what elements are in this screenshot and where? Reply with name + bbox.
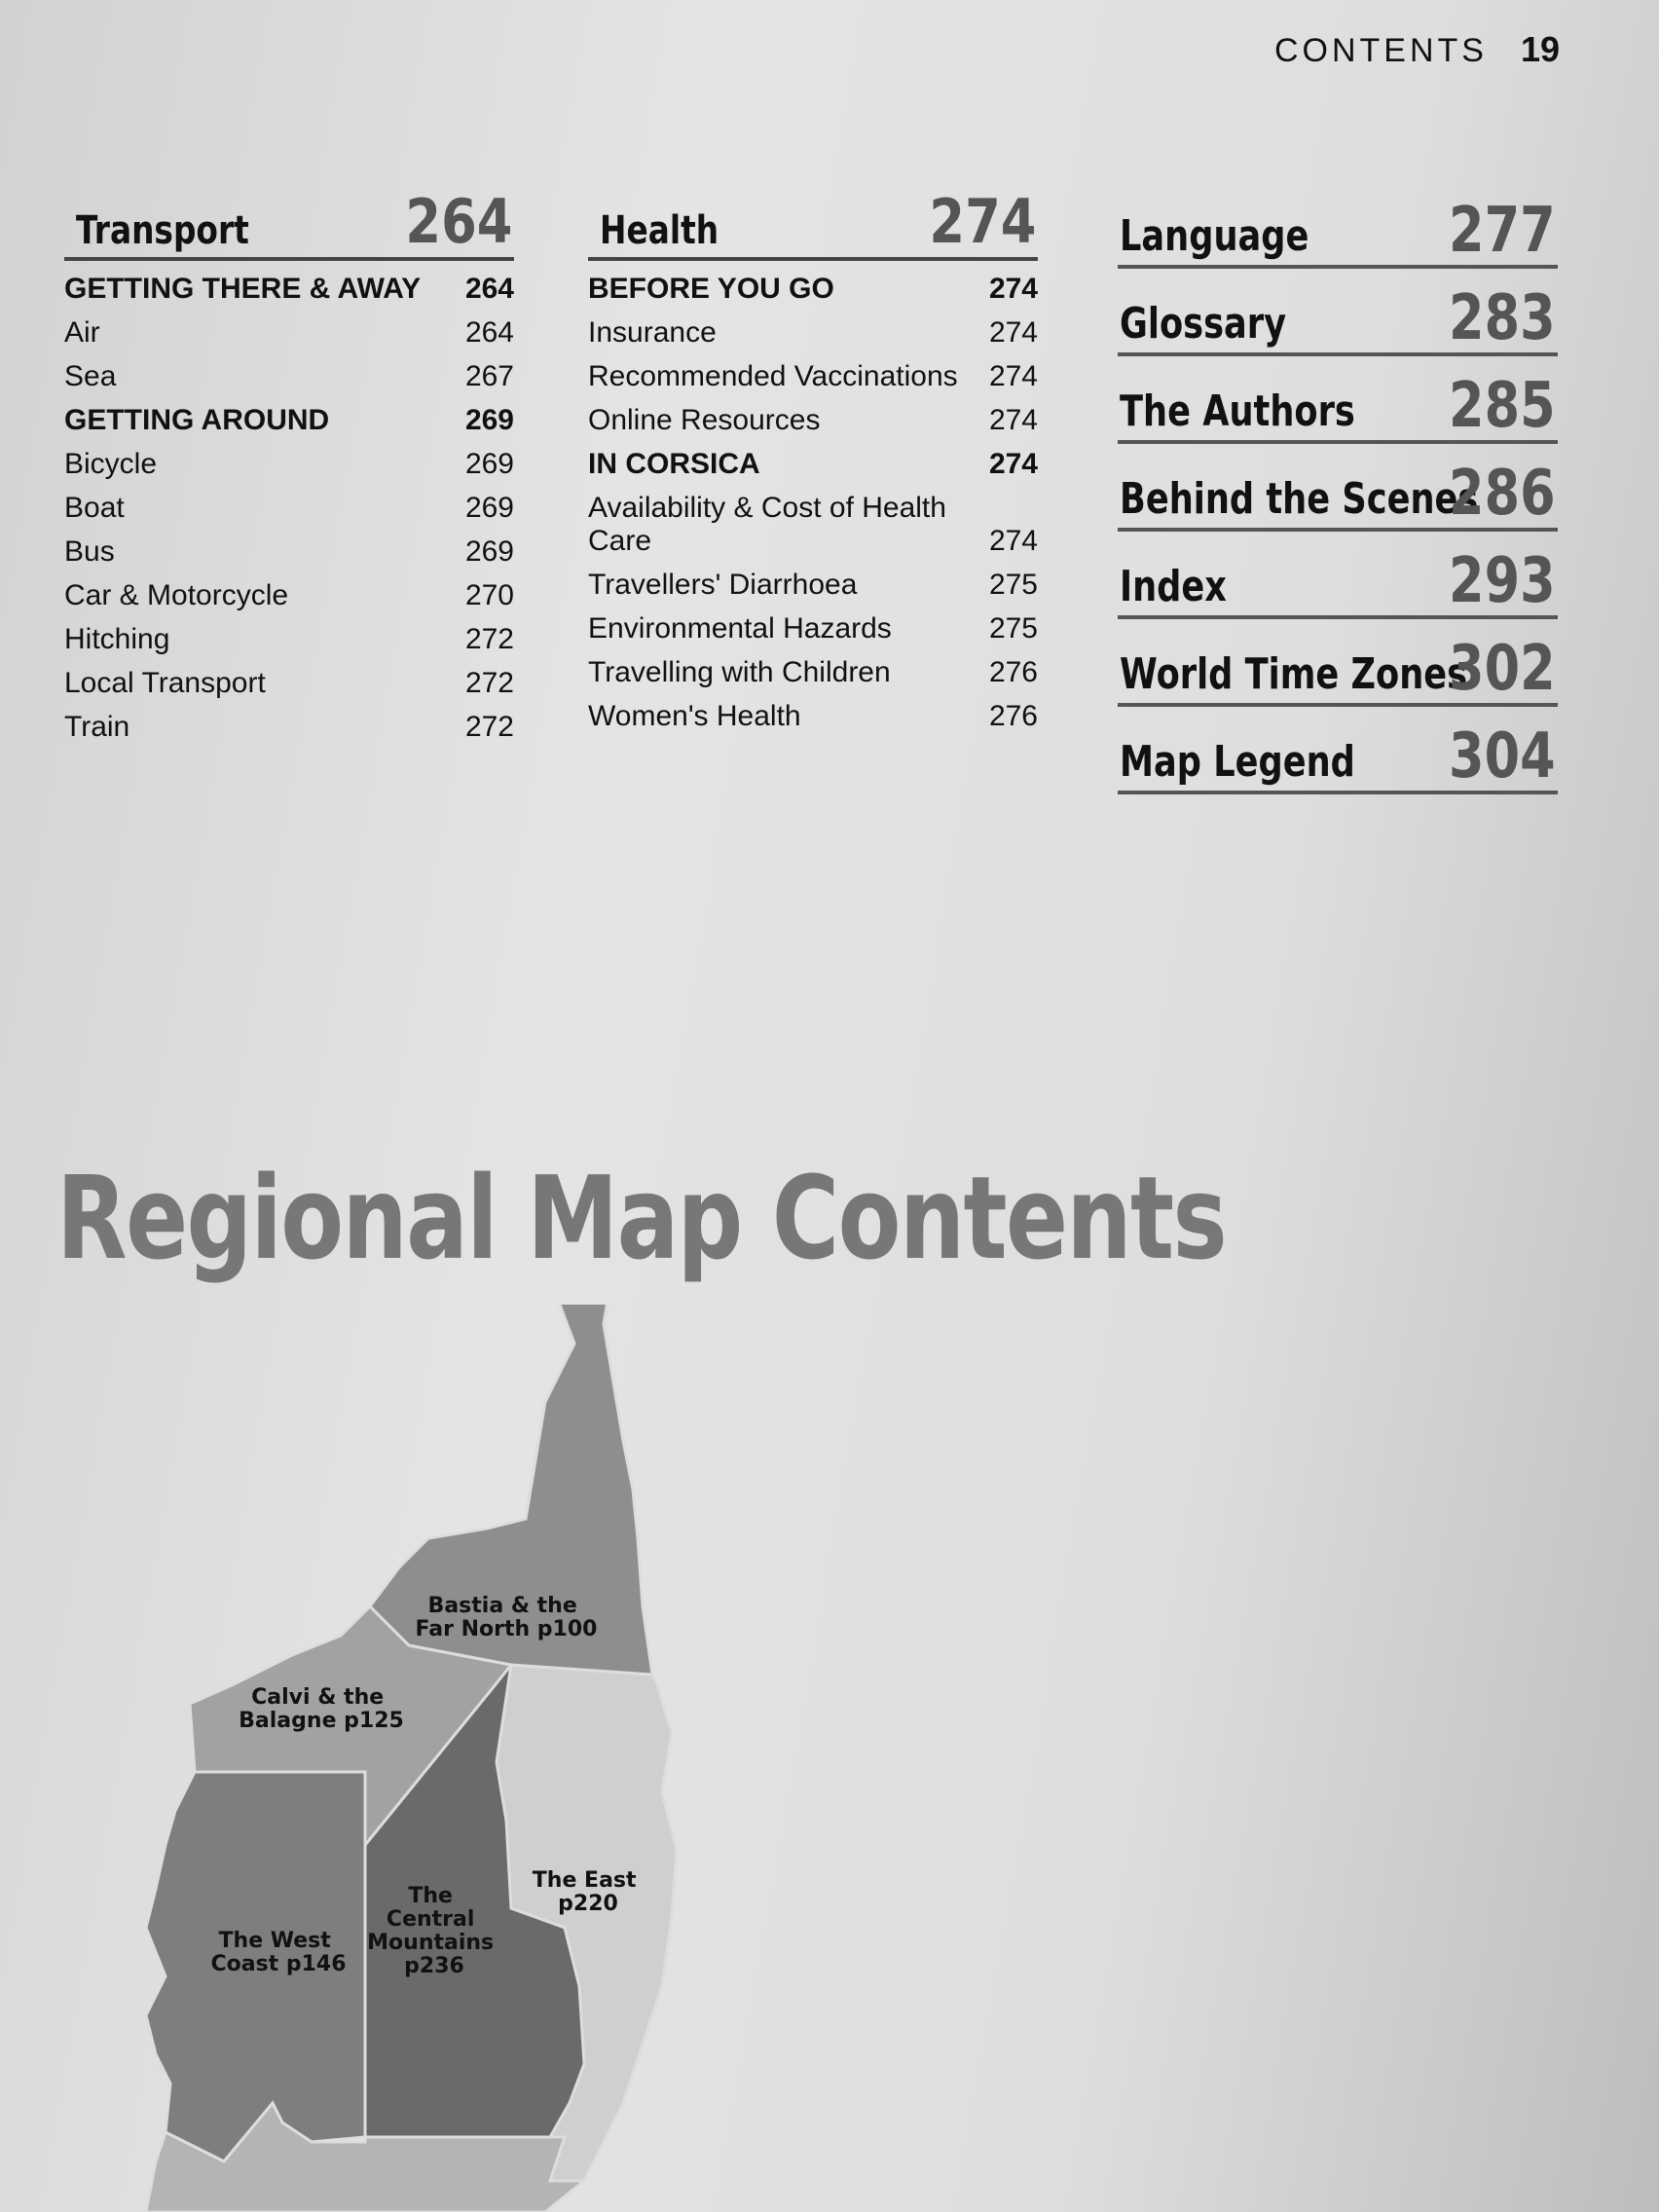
chapter-page: 286 [1449, 458, 1556, 530]
chapter-entry-language[interactable] [1118, 193, 1558, 269]
transport-column [64, 186, 514, 755]
health-heading[interactable] [588, 186, 1038, 261]
toc-entry-page: 274 [988, 525, 1038, 557]
toc-entry-insurance[interactable] [588, 316, 1038, 350]
regional-map-title: Regional Map Contents [56, 1151, 1227, 1285]
central-line-3: Mountains [367, 1931, 495, 1955]
central-line-4: p236 [404, 1954, 464, 1978]
toc-entry-availability-cost-of-health-care[interactable] [588, 492, 1038, 558]
toc-entry-page: 269 [464, 535, 514, 568]
toc-entry-page: 276 [988, 700, 1038, 732]
chapter-list [1118, 193, 1558, 806]
health-title: Health [600, 208, 719, 253]
toc-entry-online-resources[interactable] [588, 404, 1038, 437]
chapter-title: Language [1120, 211, 1309, 261]
bastia-line-2: Far North p100 [415, 1617, 598, 1641]
toc-entry-page: 267 [464, 360, 514, 392]
chapter-entry-the-authors[interactable] [1118, 368, 1558, 444]
region-label-west [210, 1929, 346, 1976]
toc-entry-page: 275 [988, 569, 1038, 601]
chapter-title: Map Legend [1120, 737, 1355, 787]
toc-entry-title: Availability & Cost of Health Care [588, 492, 946, 557]
chapter-title: The Authors [1120, 387, 1355, 436]
toc-entry-getting-there-away[interactable] [64, 273, 514, 306]
toc-entry-page: 275 [988, 612, 1038, 645]
toc-entry-bicycle[interactable] [64, 448, 514, 481]
toc-entry-page: 269 [464, 448, 514, 480]
toc-entry-page: 274 [988, 273, 1038, 305]
bastia-line-1: Bastia & the [427, 1594, 577, 1618]
toc-entry-page: 269 [464, 492, 514, 524]
calvi-line-1: Calvi & the [251, 1685, 385, 1710]
toc-entry-title: IN CORSICA [588, 448, 760, 480]
toc-entry-page: 269 [464, 404, 514, 436]
health-page: 274 [928, 186, 1036, 257]
toc-entry-title: Local Transport [64, 667, 266, 699]
toc-entry-women-s-health[interactable] [588, 700, 1038, 733]
toc-entry-page: 272 [464, 667, 514, 699]
toc-entry-travellers-diarrhoea[interactable] [588, 569, 1038, 602]
toc-entry-title: Insurance [588, 316, 717, 349]
running-head [1274, 29, 1560, 70]
chapter-title: World Time Zones [1120, 649, 1468, 699]
toc-entry-getting-around[interactable] [64, 404, 514, 437]
chapter-page: 277 [1449, 195, 1556, 267]
page-number: 19 [1520, 29, 1560, 69]
toc-entry-page: 276 [988, 656, 1038, 688]
transport-page: 264 [404, 186, 512, 257]
toc-entry-in-corsica[interactable] [588, 448, 1038, 481]
toc-entry-title: GETTING THERE & AWAY [64, 273, 422, 305]
toc-entry-before-you-go[interactable] [588, 273, 1038, 306]
toc-entry-title: Boat [64, 492, 125, 524]
region-label-calvi [239, 1685, 404, 1733]
toc-entry-page: 270 [464, 579, 514, 611]
chapter-entry-map-legend[interactable] [1118, 719, 1558, 794]
toc-entry-title: Environmental Hazards [588, 612, 892, 645]
transport-heading[interactable] [64, 186, 514, 261]
toc-entry-title: Hitching [64, 623, 170, 655]
toc-entry-title: Recommended Vaccinations [588, 360, 958, 392]
chapter-entry-glossary[interactable] [1118, 280, 1558, 356]
chapter-page: 304 [1449, 720, 1556, 793]
chapter-entry-world-time-zones[interactable] [1118, 631, 1558, 707]
central-line-1: The [408, 1884, 453, 1908]
toc-entry-environmental-hazards[interactable] [588, 612, 1038, 645]
toc-entry-title: Travelling with Children [588, 656, 891, 688]
transport-entry-list [64, 273, 514, 744]
toc-entry-train[interactable] [64, 711, 514, 744]
toc-entry-title: Train [64, 711, 130, 743]
toc-entry-recommended-vaccinations[interactable] [588, 360, 1038, 393]
west-line-2: Coast p146 [210, 1952, 347, 1976]
toc-entry-page: 274 [988, 404, 1038, 436]
toc-entry-title: GETTING AROUND [64, 404, 330, 436]
chapter-page: 302 [1449, 633, 1556, 705]
east-line-1: The East [532, 1868, 637, 1893]
region-label-bastia [416, 1594, 598, 1641]
toc-entry-page: 272 [464, 623, 514, 655]
toc-entry-page: 274 [988, 360, 1038, 392]
toc-entry-title: Women's Health [588, 700, 801, 732]
toc-entry-title: Air [64, 316, 100, 349]
toc-entry-title: Travellers' Diarrhoea [588, 569, 858, 601]
toc-entry-hitching[interactable] [64, 623, 514, 656]
health-column [588, 186, 1038, 744]
health-entry-list [588, 273, 1038, 733]
toc-entry-title: Bus [64, 535, 115, 568]
toc-entry-title: Online Resources [588, 404, 821, 436]
corsica-regional-map [0, 1305, 701, 2212]
toc-entry-boat[interactable] [64, 492, 514, 525]
chapter-page: 283 [1449, 282, 1556, 354]
toc-entry-page: 264 [464, 316, 514, 349]
toc-entry-car-motorcycle[interactable] [64, 579, 514, 612]
toc-entry-page: 274 [988, 448, 1038, 480]
chapter-page: 285 [1449, 370, 1556, 442]
toc-entry-page: 264 [464, 273, 514, 305]
west-line-1: The West [218, 1929, 331, 1953]
toc-entry-travelling-with-children[interactable] [588, 656, 1038, 689]
east-line-2: p220 [558, 1892, 618, 1916]
toc-entry-title: BEFORE YOU GO [588, 273, 834, 305]
chapter-title: Index [1120, 562, 1227, 611]
chapter-entry-index[interactable] [1118, 543, 1558, 619]
running-head-section: CONTENTS [1273, 32, 1488, 69]
central-line-2: Central [386, 1907, 475, 1932]
toc-entry-local-transport[interactable] [64, 667, 514, 700]
toc-entry-title: Bicycle [64, 448, 158, 480]
calvi-line-2: Balagne p125 [239, 1709, 404, 1733]
toc-entry-page: 272 [464, 711, 514, 743]
toc-entry-title: Car & Motorcycle [64, 579, 289, 611]
chapter-page: 293 [1449, 545, 1556, 617]
chapter-title: Glossary [1120, 299, 1287, 349]
toc-entry-title: Sea [64, 360, 117, 392]
toc-entry-air[interactable] [64, 316, 514, 350]
transport-title: Transport [76, 208, 249, 253]
toc-entry-page: 274 [988, 316, 1038, 349]
chapter-entry-behind-the-scenes[interactable] [1118, 456, 1558, 532]
toc-entry-bus[interactable] [64, 535, 514, 569]
chapter-title: Behind the Scenes [1120, 474, 1479, 524]
toc-entry-sea[interactable] [64, 360, 514, 393]
